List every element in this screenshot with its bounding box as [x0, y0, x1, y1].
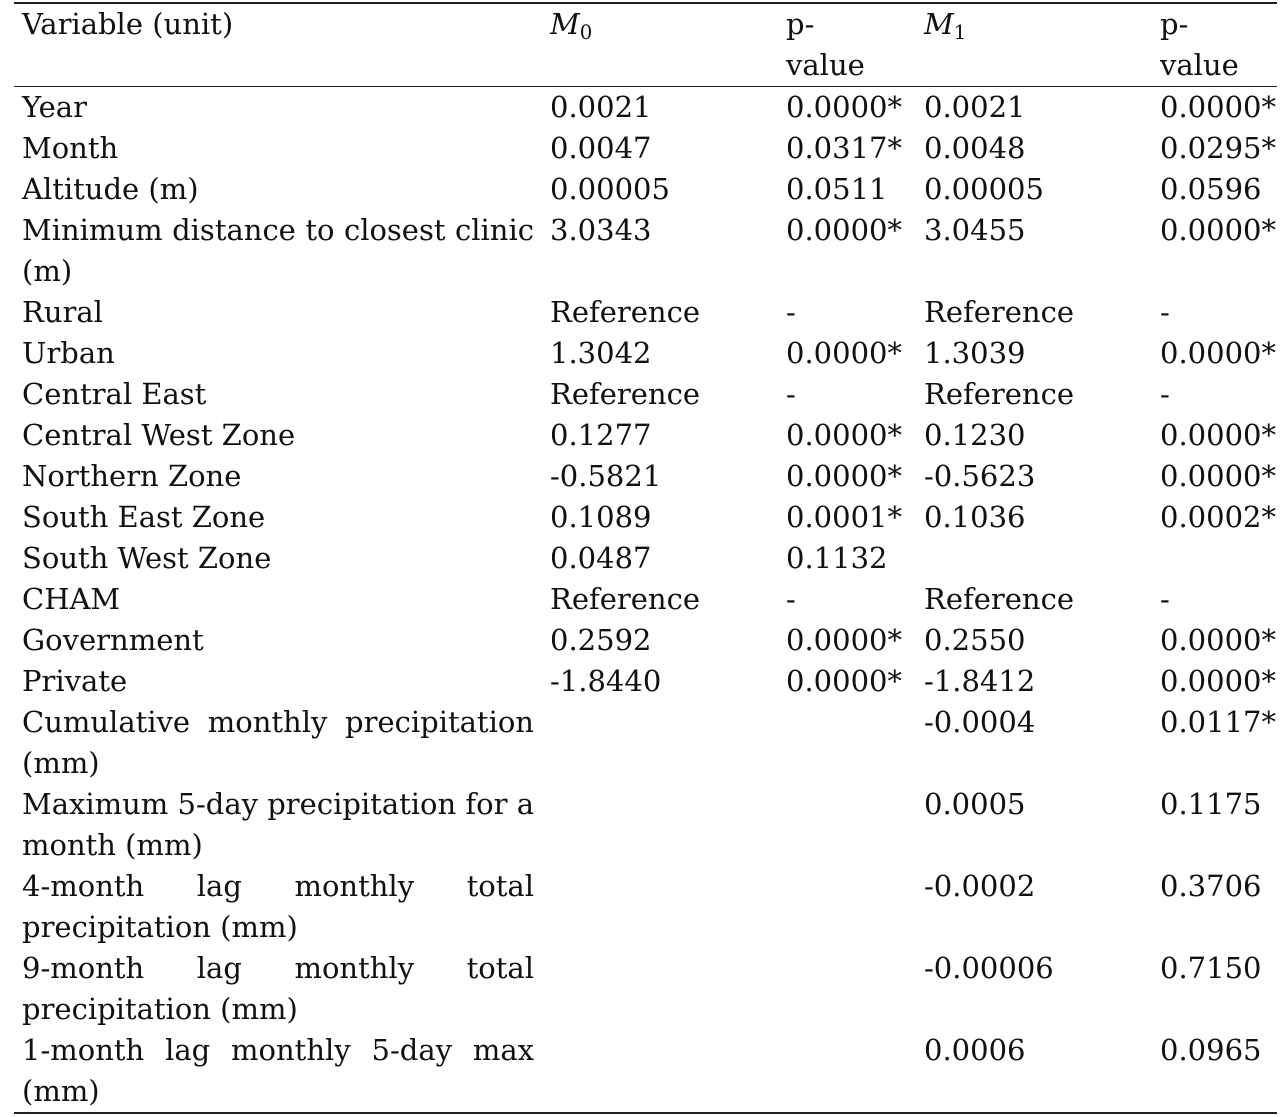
cell-m1-p-value: 0.0000*: [1160, 90, 1276, 124]
cell-variable: Central East: [22, 377, 207, 411]
cell-m0-p-value: 0.0000*: [786, 90, 902, 124]
cell-variable: Year: [22, 90, 87, 124]
cell-variable: 1-month lag monthly 5-day max (mm): [14, 1030, 542, 1113]
header-p1: [1152, 3, 1277, 87]
cell-variable: South West Zone: [22, 541, 272, 575]
cell-variable: Northern Zone: [22, 459, 242, 493]
table-row: [14, 415, 1277, 456]
header-p1-line2: value: [1160, 48, 1239, 82]
cell-variable: Private: [22, 664, 128, 698]
table-row: [14, 948, 1277, 1030]
table-row: [14, 620, 1277, 661]
cell-m1-coefficient: -1.8412: [924, 664, 1036, 698]
cell-m1-p-value: -: [1160, 582, 1170, 616]
cell-m1-p-value: 0.0000*: [1160, 459, 1276, 493]
cell-m1-p-value: 0.0117*: [1160, 705, 1276, 739]
cell-m0-p-value: 0.0000*: [786, 459, 902, 493]
cell-variable: Government: [22, 623, 204, 657]
table-row: [14, 456, 1277, 497]
header-p1-line1: p-: [1160, 7, 1189, 41]
cell-m1-p-value: -: [1160, 377, 1170, 411]
cell-m1-p-value: 0.0295*: [1160, 131, 1276, 165]
cell-m1-p-value: 0.7150: [1160, 951, 1262, 985]
cell-m1-p-value: 0.0000*: [1160, 623, 1276, 657]
cell-m1-p-value: [1152, 538, 1277, 579]
cell-m0-p-value: 0.0000*: [786, 664, 902, 698]
cell-m0-p-value: 0.0001*: [786, 500, 902, 534]
header-m0-subscript: 0: [579, 20, 593, 44]
header-m1-subscript: 1: [953, 20, 967, 44]
cell-m0-p-value: -: [786, 377, 796, 411]
cell-m0-coefficient: [542, 702, 778, 784]
cell-m0-p-value: -: [786, 582, 796, 616]
table-row: [14, 374, 1277, 415]
cell-m0-p-value: [778, 1030, 916, 1113]
cell-m1-coefficient: 0.2550: [924, 623, 1026, 657]
regression-results-table: [14, 2, 1277, 1114]
cell-m1-coefficient: Reference: [924, 295, 1074, 329]
cell-variable: Cumulative monthly precipitation (mm): [22, 705, 534, 780]
cell-m0-p-value: 0.0317*: [786, 131, 902, 165]
header-p0-line2: value: [786, 48, 865, 82]
cell-m0-coefficient: 3.0343: [550, 213, 652, 247]
cell-m1-p-value: -: [1160, 295, 1170, 329]
cell-m0-coefficient: 0.0021: [550, 90, 652, 124]
cell-m1-coefficient: -0.5623: [924, 459, 1036, 493]
cell-variable: Urban: [22, 336, 115, 370]
cell-variable: Maximum 5-day precipitation for a month (mm): [22, 787, 534, 862]
cell-variable: Altitude (m): [22, 172, 199, 206]
cell-variable: 4-month lag monthly total precipitation (mm): [22, 869, 534, 944]
cell-variable: Month: [22, 131, 119, 165]
table-row: [14, 538, 1277, 579]
cell-variable: South East Zone: [22, 500, 266, 534]
table-body: [14, 87, 1277, 1114]
cell-m0-coefficient: 0.0047: [550, 131, 652, 165]
header-p0-line1: p-: [786, 7, 815, 41]
cell-m1-coefficient: Reference: [924, 582, 1074, 616]
header-row: [14, 3, 1277, 87]
header-m0: [542, 3, 778, 87]
cell-m1-coefficient: 3.0455: [924, 213, 1026, 247]
cell-m1-p-value: 0.0000*: [1160, 336, 1276, 370]
cell-m1-coefficient: -0.0002: [924, 869, 1036, 903]
cell-m0-coefficient: [542, 1030, 778, 1113]
cell-m1-coefficient: 0.0006: [916, 1030, 1152, 1113]
cell-m0-coefficient: [542, 784, 778, 866]
cell-m0-coefficient: Reference: [550, 377, 700, 411]
cell-m1-p-value: 0.0000*: [1160, 664, 1276, 698]
cell-m0-p-value: 0.0000*: [786, 623, 902, 657]
table-row: [14, 210, 1277, 292]
cell-variable: Rural: [22, 295, 103, 329]
cell-variable: Minimum distance to closest clinic (m): [22, 213, 534, 288]
cell-m0-p-value: 0.0511: [786, 172, 888, 206]
cell-m1-coefficient: -0.00006: [924, 951, 1054, 985]
cell-m1-coefficient: 1.3039: [924, 336, 1026, 370]
table-row: [14, 579, 1277, 620]
cell-m0-coefficient: Reference: [550, 295, 700, 329]
cell-m1-coefficient: [916, 538, 1152, 579]
cell-m0-p-value: 0.0000*: [786, 336, 902, 370]
cell-m0-coefficient: 0.1089: [550, 500, 652, 534]
cell-m0-coefficient: [542, 866, 778, 948]
cell-m0-p-value: -: [786, 295, 796, 329]
cell-m0-coefficient: 1.3042: [550, 336, 652, 370]
cell-m0-coefficient: 0.0487: [550, 541, 652, 575]
cell-m0-p-value: 0.1132: [786, 541, 888, 575]
table-header: [14, 3, 1277, 87]
cell-m1-p-value: 0.3706: [1160, 869, 1262, 903]
cell-m1-coefficient: 0.0021: [924, 90, 1026, 124]
cell-m0-p-value: [778, 948, 916, 1030]
table-row: [14, 87, 1277, 129]
cell-m1-coefficient: 0.0005: [924, 787, 1026, 821]
cell-m0-coefficient: Reference: [550, 582, 700, 616]
cell-m0-coefficient: -1.8440: [550, 664, 662, 698]
cell-m1-coefficient: -0.0004: [924, 705, 1036, 739]
table-row: [14, 128, 1277, 169]
cell-m1-coefficient: 0.00005: [924, 172, 1044, 206]
table-row: [14, 169, 1277, 210]
cell-m0-coefficient: 0.00005: [550, 172, 670, 206]
cell-m1-p-value: 0.0000*: [1160, 418, 1276, 452]
cell-m0-coefficient: 0.2592: [550, 623, 652, 657]
cell-m1-coefficient: 0.0048: [924, 131, 1026, 165]
cell-m0-coefficient: 0.1277: [550, 418, 652, 452]
table-row: [14, 784, 1277, 866]
header-m1-symbol: M: [924, 7, 954, 41]
table-row: [14, 1030, 1277, 1113]
cell-variable: CHAM: [22, 582, 121, 616]
header-variable: Variable (unit): [14, 3, 542, 87]
cell-m0-p-value: [778, 866, 916, 948]
cell-m0-p-value: 0.0000*: [786, 213, 902, 247]
cell-m1-coefficient: 0.1230: [924, 418, 1026, 452]
cell-m1-p-value: 0.0596: [1160, 172, 1262, 206]
cell-m0-p-value: [778, 784, 916, 866]
cell-m0-coefficient: [542, 948, 778, 1030]
header-p0: [778, 3, 916, 87]
cell-m1-p-value: 0.0000*: [1160, 213, 1276, 247]
table-row: [14, 333, 1277, 374]
cell-m1-coefficient: Reference: [924, 377, 1074, 411]
cell-m1-p-value: 0.1175: [1160, 787, 1262, 821]
table-row: [14, 292, 1277, 333]
table-row: [14, 702, 1277, 784]
cell-variable: 9-month lag monthly total precipitation (mm): [22, 951, 534, 1026]
cell-m0-p-value: 0.0000*: [786, 418, 902, 452]
table-row: [14, 866, 1277, 948]
header-m1: [916, 3, 1152, 87]
cell-m0-p-value: [778, 702, 916, 784]
header-m0-symbol: M: [550, 7, 580, 41]
table-row: [14, 497, 1277, 538]
table-row: [14, 661, 1277, 702]
cell-m1-p-value: 0.0002*: [1160, 500, 1276, 534]
cell-m1-p-value: 0.0965: [1152, 1030, 1277, 1113]
cell-variable: Central West Zone: [22, 418, 296, 452]
cell-m1-coefficient: 0.1036: [924, 500, 1026, 534]
cell-m0-coefficient: -0.5821: [550, 459, 662, 493]
